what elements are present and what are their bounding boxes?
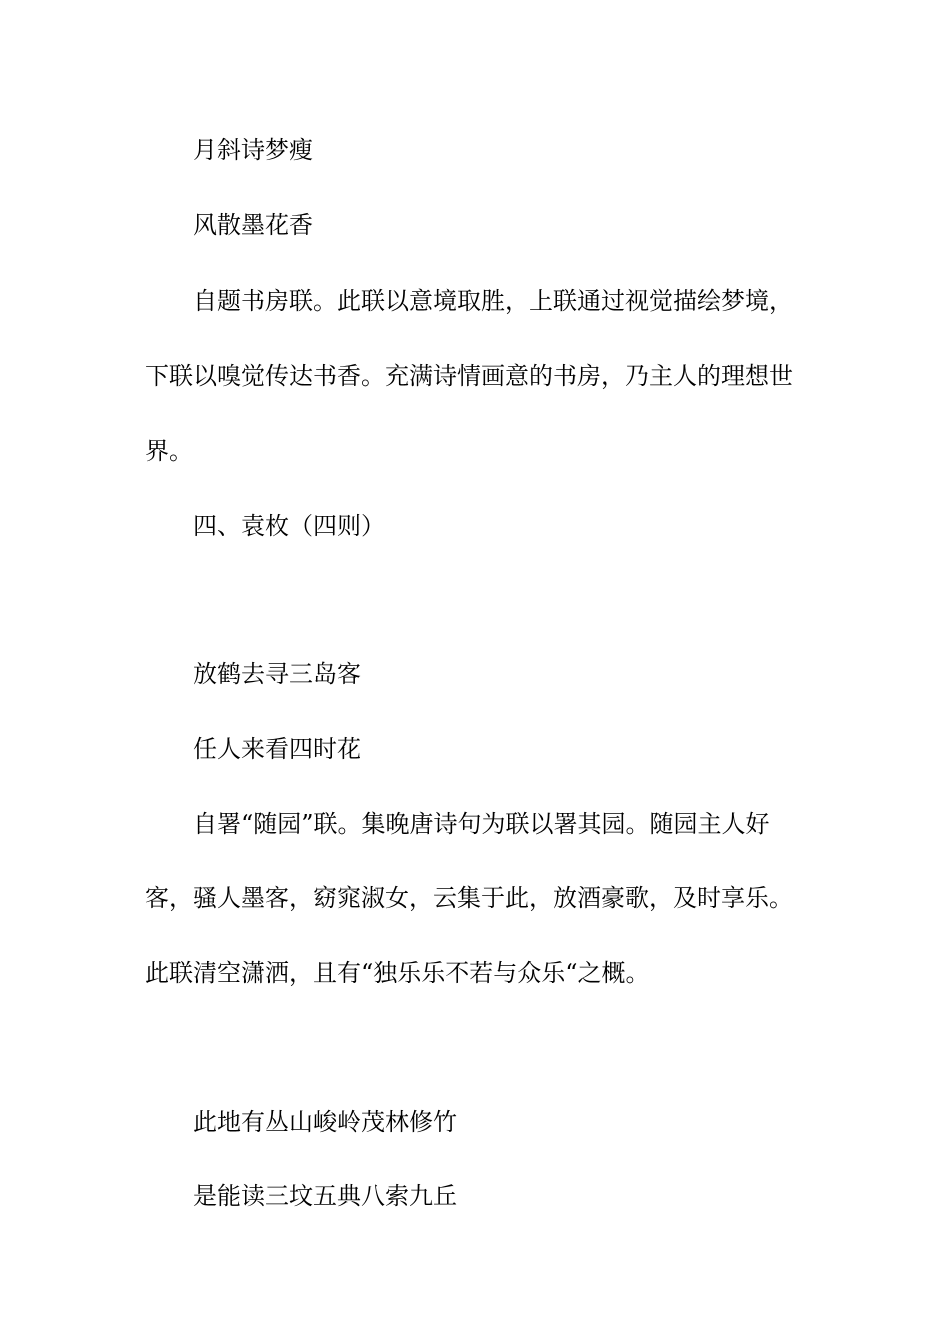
couplet-line-2: 风散墨花香	[193, 211, 313, 239]
paragraph-line: 客，骚人墨客，窈窕淑女，云集于此，放酒豪歌，及时享乐。	[145, 884, 793, 912]
paragraph-line: 下联以嗅觉传达书香。充满诗情画意的书房，乃主人的理想世	[145, 362, 793, 390]
couplet-line-6: 是能读三坟五典八索九丘	[193, 1182, 457, 1210]
couplet-line-5: 此地有丛山峻岭茂林修竹	[193, 1108, 457, 1136]
paragraph-line: 自题书房联。此联以意境取胜，上联通过视觉描绘梦境，	[193, 287, 793, 315]
couplet-line-4: 任人来看四时花	[193, 735, 361, 763]
couplet-line-1: 月斜诗梦瘦	[193, 136, 313, 164]
section-heading: 四、袁枚（四则）	[193, 512, 385, 540]
paragraph-line: 此联清空潇洒，且有“独乐乐不若与众乐“之概。	[145, 959, 650, 987]
paragraph-line: 自署“随园”联。集晚唐诗句为联以署其园。随园主人好	[193, 810, 770, 838]
couplet-line-3: 放鹤去寻三岛客	[193, 660, 361, 688]
paragraph-line: 界。	[145, 437, 193, 465]
